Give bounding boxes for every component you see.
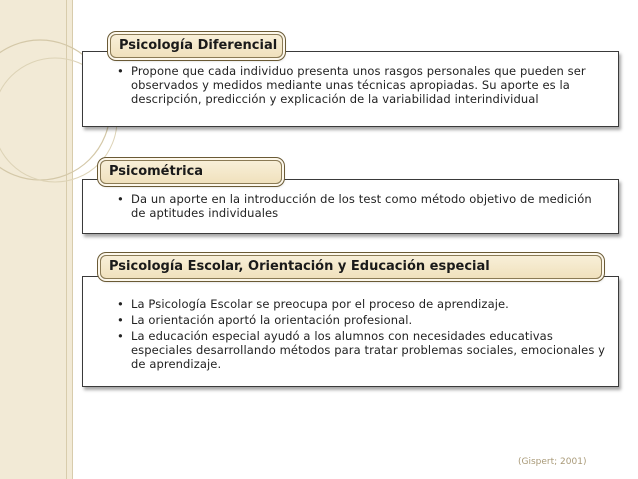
item-text: La educación especial ayudó a los alumnos con necesidades educativas especiales desarrollando métodos para tratar problemas sociales, emocionales y de aprendizaje. xyxy=(131,329,606,371)
list-item xyxy=(117,329,608,371)
item-text: Propone que cada individuo presenta unos rasgos personales que pueden ser observados y medidos mediante unas técnicas apropiadas. Su aporte es la descripción, predicción y explicación de la variabilidad interindividual xyxy=(131,64,586,106)
list-item xyxy=(117,313,608,327)
bullet: • xyxy=(117,313,124,327)
block-1-content xyxy=(82,51,619,127)
citation: (Gispert; 2001) xyxy=(518,457,587,467)
block-3-title: Psicología Escolar, Orientación y Educación especial xyxy=(100,255,602,279)
block-3-content xyxy=(82,276,619,387)
list-item xyxy=(117,64,608,106)
list-item xyxy=(117,297,608,311)
block-2-title: Psicométrica xyxy=(100,160,282,184)
item-text: Da un aporte en la introducción de los test como método objetivo de medición de aptitudes individuales xyxy=(131,192,592,220)
item-text: La Psicología Escolar se preocupa por el proceso de aprendizaje. xyxy=(131,297,509,311)
item-text: La orientación aportó la orientación profesional. xyxy=(131,313,413,327)
block-1-title: Psicología Diferencial xyxy=(110,34,283,58)
block-2-content xyxy=(82,179,619,234)
bullet: • xyxy=(117,297,124,311)
bullet: • xyxy=(117,192,124,206)
bullet: • xyxy=(117,64,124,78)
bullet: • xyxy=(117,329,124,343)
list-item xyxy=(117,192,608,220)
